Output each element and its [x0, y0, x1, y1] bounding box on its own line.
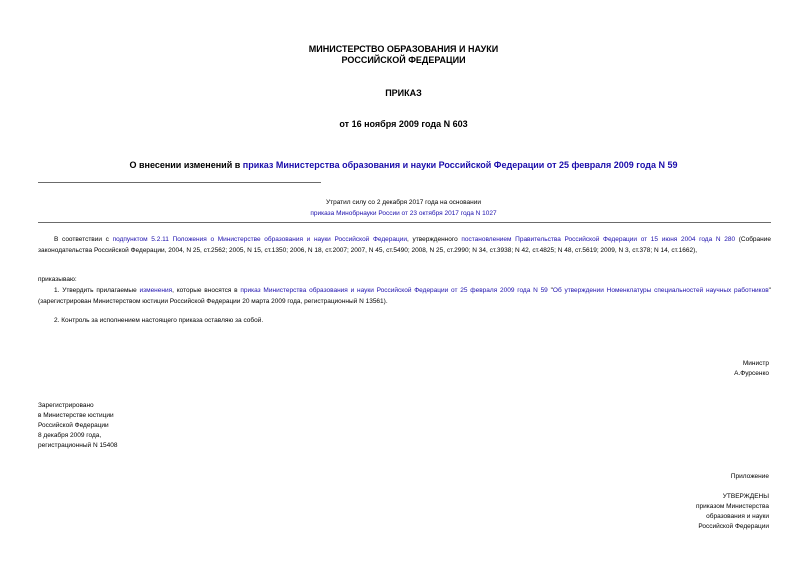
item-1-link-nomenclature[interactable]: Об утверждении Номенклатуры специальностей научных работников	[552, 287, 769, 294]
preamble-text-2: , утвержденного	[407, 236, 462, 243]
approval-line-4: Российской Федерации	[698, 523, 769, 530]
preamble-link-resolution[interactable]: постановлением Правительства Российской Федерации от 15 июня 2004 года N 280	[461, 236, 736, 243]
preamble-text-3: (Собрание законодательства Российской Федерации, 2004, N 25, ст.2562; 2005, N 15, ст.1350; 2006, N 18, ст.2007; 2007, N 45, ст.5490; 2008, N 25, ст.2990; N 34, ст.3938; N 42, ст.4825; N 48, ст.5619; 2009, N 3, ст.378; N 14, ст.1662),	[38, 236, 771, 254]
registration-line-5: регистрационный N 15408	[38, 442, 118, 449]
status-note-link[interactable]: приказа Минобрнауки России от 23 октября 2017 года N 1027	[310, 210, 497, 217]
signature-block	[734, 359, 769, 379]
approval-line-2: приказом Министерства	[696, 503, 769, 510]
appendix-label: Приложение	[730, 473, 769, 480]
approval-line-3: образования и науки	[706, 513, 769, 520]
ministry-line-1: МИНИСТЕРСТВО ОБРАЗОВАНИЯ И НАУКИ	[308, 44, 499, 54]
approval-block	[696, 492, 769, 532]
signature-name: А.Фурсенко	[734, 370, 769, 377]
item-1-paragraph	[38, 286, 771, 307]
registration-block	[38, 401, 118, 451]
item-1-text-4: " (зарегистрирован Министерством юстиции Российской Федерации 20 марта 2009 года, регистрационный N 13561).	[38, 287, 771, 305]
doc-type: ПРИКАЗ	[385, 88, 422, 98]
doc-date: от 16 ноября 2009 года N 603	[339, 119, 468, 129]
preamble-link-regulation[interactable]: подпунктом 5.2.11 Положения о Министерстве образования и науки Российской Федерации	[112, 236, 408, 243]
registration-line-2: в Министерстве юстиции	[38, 412, 114, 419]
ministry-line-2: РОССИЙСКОЙ ФЕДЕРАЦИИ	[341, 55, 466, 65]
registration-line-4: 8 декабря 2009 года,	[38, 432, 102, 439]
item-1-link-changes[interactable]: изменения	[139, 287, 173, 294]
item-1-link-order[interactable]: приказ Министерства образования и науки Российской Федерации от 25 февраля 2009 года N 59	[240, 287, 548, 294]
item-2-paragraph: 2. Контроль за исполнением настоящего приказа оставляю за собой.	[54, 317, 264, 324]
signature-position: Министр	[742, 360, 769, 367]
doc-title-prefix: О внесении изменений в	[129, 160, 243, 170]
full-divider	[38, 222, 771, 223]
status-note-line-1: Утратил силу со 2 декабря 2017 года на основании	[325, 199, 481, 206]
preamble-text-1: В соответствии с	[54, 236, 113, 243]
doc-title	[0, 160, 807, 171]
item-1-text-3: "	[547, 287, 553, 294]
registration-line-1: Зарегистрировано	[38, 402, 94, 409]
doc-title-link[interactable]: приказ Министерства образования и науки Российской Федерации от 25 февраля 2009 года N 59	[242, 160, 678, 170]
short-divider	[38, 182, 321, 183]
status-note	[0, 197, 807, 219]
order-word: приказываю:	[38, 276, 77, 283]
preamble-paragraph	[38, 235, 771, 256]
approval-title: УТВЕРЖДЕНЫ	[722, 493, 769, 500]
ministry-heading	[0, 44, 807, 66]
item-1-text-1: 1. Утвердить прилагаемые	[54, 287, 140, 294]
item-1-text-2: , которые вносятся в	[172, 287, 241, 294]
registration-line-3: Российской Федерации	[38, 422, 109, 429]
